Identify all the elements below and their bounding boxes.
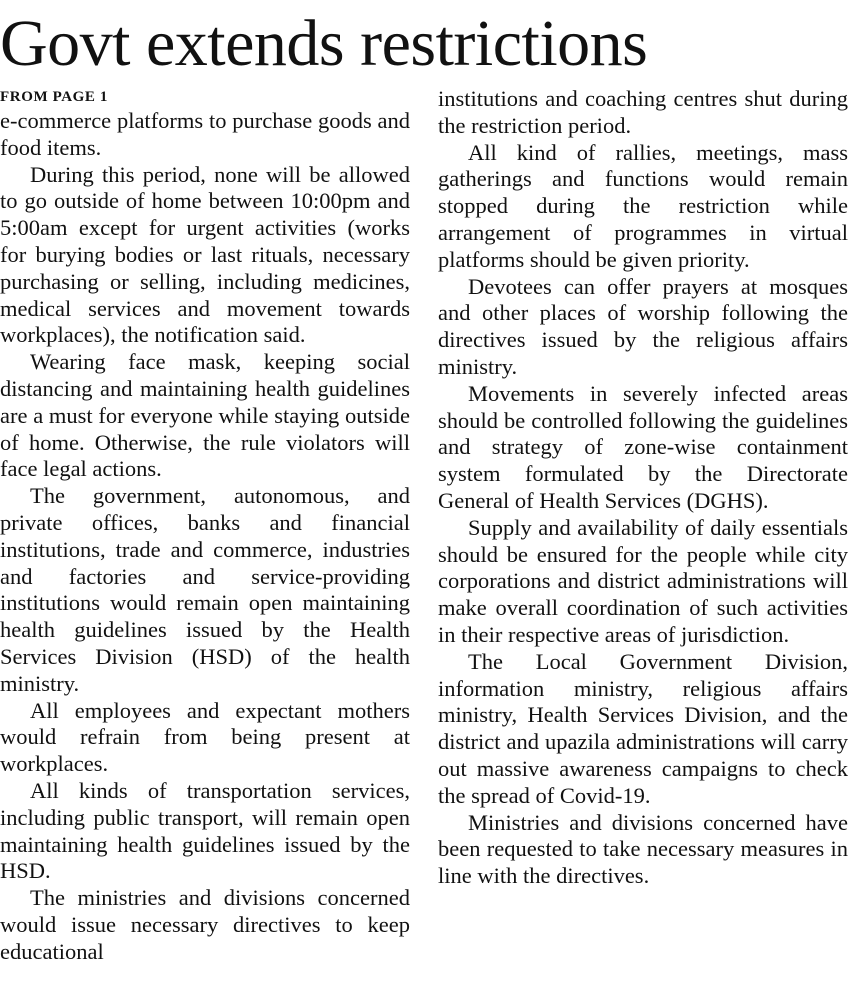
paragraph: Devotees can offer prayers at mosques and other places of worship following the directives issued by the religious affairs ministry. xyxy=(438,273,848,379)
paragraph: institutions and coaching centres shut during the restriction period. xyxy=(438,86,848,138)
paragraph: All kinds of transportation services, including public transport, will remain open maintaining health guidelines issued by the HSD. xyxy=(0,777,410,884)
paragraph: e-commerce platforms to purchase goods and food items. xyxy=(0,108,410,160)
article-column-left xyxy=(0,86,410,966)
headline: Govt extends restrictions xyxy=(0,7,648,80)
article-column-right xyxy=(438,86,848,890)
paragraph: The ministries and divisions concerned would issue necessary directives to keep educational xyxy=(0,885,410,964)
paragraph: All employees and expectant mothers would refrain from being present at workplaces. xyxy=(0,697,410,777)
paragraph: Supply and availability of daily essentials should be ensured for the people while city corporations and district administrations will make overall coordination of such activities in their respective areas of jurisdiction. xyxy=(438,514,848,647)
paragraph: Movements in severely infected areas should be controlled following the guidelines and strategy of zone-wise containment system formulated by the Directorate General of Health Services (DGHS). xyxy=(438,380,848,513)
paragraph: Ministries and divisions concerned have been requested to take necessary measures in line with the directives. xyxy=(438,809,848,889)
paragraph: The Local Government Division, information ministry, religious affairs ministry, Health Services Division, and the district and upazila administrations will carry out massive awareness campaigns to check the spread of Covid-19. xyxy=(438,648,848,808)
jump-label: FROM PAGE 1 xyxy=(0,89,108,105)
paragraph: All kind of rallies, meetings, mass gatherings and functions would remain stopped during the restriction while arrangement of programmes in virtual platforms should be given priority. xyxy=(438,139,848,272)
paragraph: During this period, none will be allowed to go outside of home between 10:00pm and 5:00am except for urgent activities (works for burying bodies or last rituals, necessary purchasing or selling, including medicines, medical services and movement towards workplaces), the notification said. xyxy=(0,161,410,348)
paragraph: Wearing face mask, keeping social distancing and maintaining health guidelines are a must for everyone while staying outside of home. Otherwise, the rule violators will face legal actions. xyxy=(0,349,410,482)
paragraph: The government, autonomous, and private offices, banks and financial institutions, trade and commerce, industries and factories and service-providing institutions would remain open maintaining health guidelines issued by the Health Services Division (HSD) of the health ministry. xyxy=(0,483,410,696)
